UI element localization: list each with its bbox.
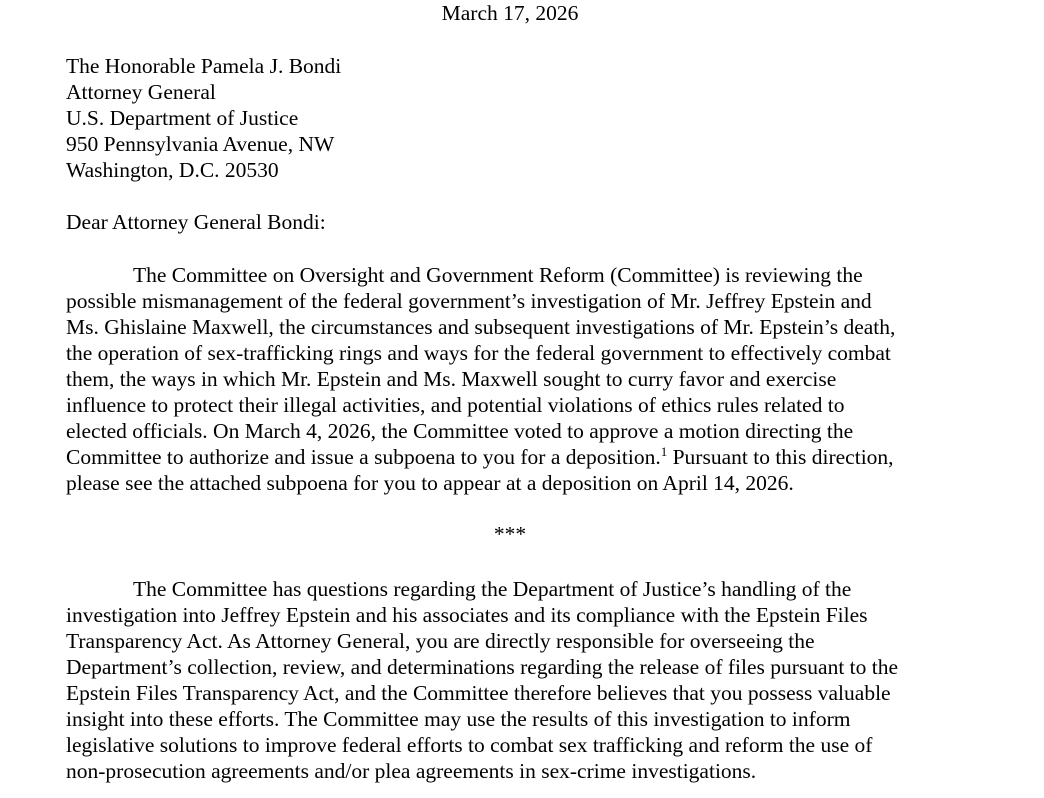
- paragraph-line: Ms. Ghislaine Maxwell, the circumstances and subsequent investigations of Mr. Epstein’s death,: [66, 315, 896, 339]
- paragraph-line: non-prosecution agreements and/or plea agreements in sex-crime investigations.: [66, 759, 757, 783]
- paragraph-line: investigation into Jeffrey Epstein and his associates and its compliance with the Epstein Files: [66, 603, 868, 627]
- paragraph-line: The Committee has questions regarding the Department of Justice’s handling of the: [133, 577, 852, 601]
- address-line: Attorney General: [66, 80, 216, 104]
- paragraph-line: the operation of sex-trafficking rings and ways for the federal government to effectively combat: [66, 341, 891, 365]
- paragraph-line: insight into these efforts. The Committee may use the results of this investigation to inform: [66, 707, 851, 731]
- address-line: The Honorable Pamela J. Bondi: [66, 54, 342, 78]
- section-separator: ***: [493, 522, 527, 546]
- salutation: Dear Attorney General Bondi:: [66, 210, 326, 234]
- paragraph-line: them, the ways in which Mr. Epstein and Ms. Maxwell sought to curry favor and exercise: [66, 367, 837, 391]
- paragraph-line: please see the attached subpoena for you to appear at a deposition on April 14, 2026.: [66, 471, 794, 495]
- paragraph-line: [66, 444, 894, 470]
- paragraph-line: Department’s collection, review, and determinations regarding the release of files pursuant to the: [66, 655, 899, 679]
- paragraph-line: legislative solutions to improve federal efforts to combat sex trafficking and reform the use of: [66, 733, 873, 757]
- paragraph-line: elected officials. On March 4, 2026, the Committee voted to approve a motion directing the: [66, 419, 854, 443]
- paragraph-line: The Committee on Oversight and Government Reform (Committee) is reviewing the: [133, 263, 863, 287]
- paragraph-line: Epstein Files Transparency Act, and the Committee therefore believes that you possess valuable: [66, 681, 891, 705]
- footnote-reference[interactable]: 1: [660, 444, 668, 459]
- address-line: U.S. Department of Justice: [66, 106, 299, 130]
- paragraph-line-text: Pursuant to this direction,: [667, 445, 894, 469]
- address-line: 950 Pennsylvania Avenue, NW: [66, 132, 335, 156]
- paragraph-line: possible mismanagement of the federal government’s investigation of Mr. Jeffrey Epstein and: [66, 289, 872, 313]
- letter-date: March 17, 2026: [441, 1, 579, 25]
- paragraph-line-text: Committee to authorize and issue a subpoena to you for a deposition.: [66, 445, 661, 469]
- paragraph-line: Transparency Act. As Attorney General, you are directly responsible for overseeing the: [66, 629, 815, 653]
- paragraph-line: influence to protect their illegal activities, and potential violations of ethics rules related to: [66, 393, 845, 417]
- address-line: Washington, D.C. 20530: [66, 158, 279, 182]
